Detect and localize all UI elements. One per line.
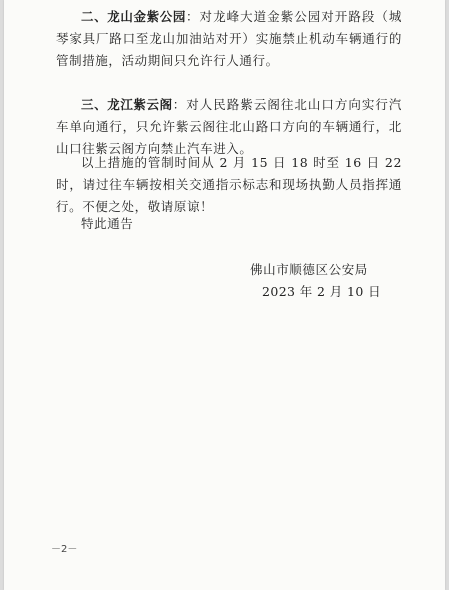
closing-phrase: 特此通告 <box>81 216 134 231</box>
control-period-notice: 以上措施的管制时间从 2 月 15 日 18 时至 16 日 22 时，请过往车辆按相关交通指示标志和现场执勤人员指挥通行。不便之处，敬请原谅！ <box>56 155 402 214</box>
section-body: ：对龙峰大道金紫公园对开路段（城琴家具厂路口至龙山加油站对开）实施禁止机动车辆通行的管制措施，活动期间只允许行人通行。 <box>56 9 402 68</box>
page-number: －2－ <box>51 544 78 555</box>
document-page <box>4 0 445 590</box>
section-heading: 三、龙江紫云阁 <box>81 97 173 112</box>
issue-date: 2023 年 2 月 10 日 <box>262 284 382 299</box>
section-longjiang-ziyun-pavilion <box>56 94 402 160</box>
section-heading: 二、龙山金紫公园 <box>81 9 187 24</box>
section-longshan-jinzi-park <box>56 6 402 72</box>
section-body: ：对人民路紫云阁往北山口方向实行汽车单向通行，只允许紫云阁往北山路口方向的车辆通行，北山口往紫云阁方向禁止汽车进入。 <box>56 97 402 156</box>
issuing-authority: 佛山市顺德区公安局 <box>250 262 368 277</box>
